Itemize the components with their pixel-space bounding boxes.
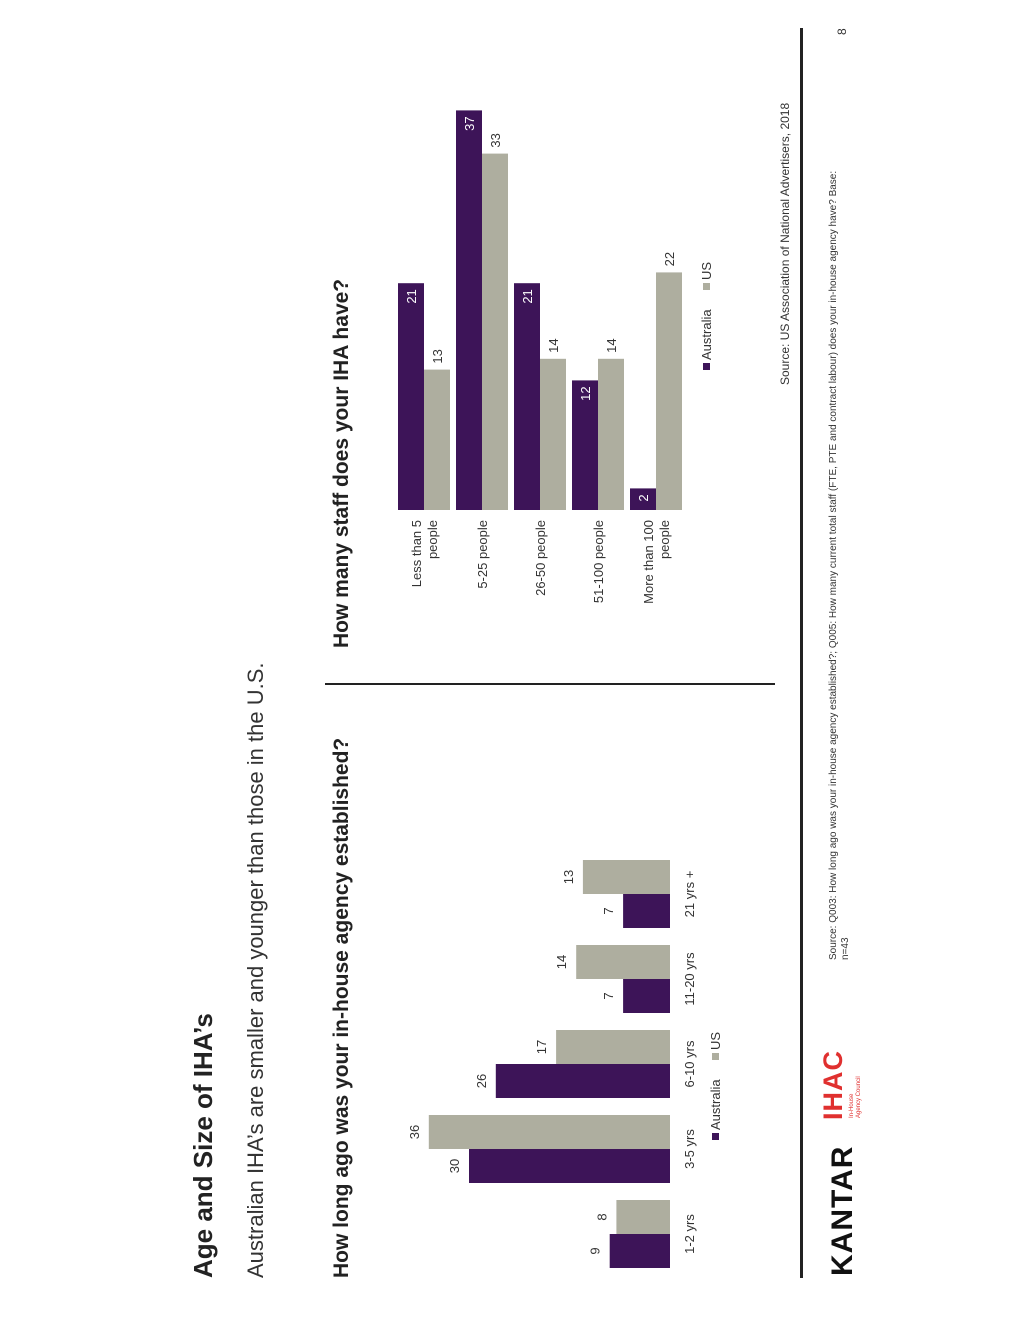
legend-swatch [703, 283, 710, 290]
page-title: Age and Size of IHA’s [188, 1013, 218, 1278]
category-label: 51-100 people [591, 520, 606, 604]
bar-value-label: 22 [662, 251, 677, 267]
bar-australia-1 [469, 1149, 670, 1183]
bar-value-label: 13 [560, 869, 576, 885]
category-label: 26-50 people [533, 520, 548, 596]
page-number: 8 [835, 28, 849, 35]
bar-value-label: 9 [587, 1247, 603, 1255]
bar-value-label: 7 [601, 907, 617, 915]
bar-us-4 [656, 272, 682, 510]
bar-us-0 [616, 1200, 670, 1234]
bar-value-label: 14 [546, 338, 561, 353]
ihac-logo [818, 1050, 863, 1120]
footer-source-note: Source: Q003: How long ago was your in-house agency established?; Q005: How many current total staff (FTE, PTE and contract labour) does your in-house agency have? Base: n=43 [828, 170, 851, 960]
legend-label: Australia [699, 309, 714, 360]
legend-label: US [699, 261, 714, 280]
legend-label: Australia [708, 1079, 723, 1130]
bar-value-label: 30 [447, 1158, 462, 1174]
bar-australia-3 [623, 979, 670, 1013]
category-label: 5-25 people [475, 520, 490, 589]
bar-value-label: 7 [601, 992, 617, 1000]
chart-1-title: How long ago was your in-house agency established? [330, 737, 353, 1278]
legend-swatch [712, 1133, 719, 1140]
category-label: More than 100 [641, 520, 656, 604]
bar-value-label: 36 [406, 1124, 422, 1140]
page-subtitle: Australian IHA’s are smaller and younger than those in the U.S. [243, 662, 268, 1278]
category-label: 11-20 yrs [682, 952, 697, 1006]
bar-us-1 [429, 1115, 670, 1149]
bar-us-2 [540, 359, 566, 510]
bar-value-label: 21 [404, 289, 419, 304]
bar-us-3 [576, 945, 670, 979]
category-label: people [657, 520, 672, 560]
kantar-logo: KANTAR [826, 1145, 859, 1276]
bar-australia-2 [514, 283, 540, 510]
bar-us-0 [424, 370, 450, 510]
legend-swatch [712, 1053, 719, 1060]
ihac-logo-sub-1: In-House [849, 1093, 855, 1118]
bar-value-label: 8 [594, 1213, 610, 1221]
bar-value-label: 26 [473, 1073, 489, 1089]
bar-value-label: 14 [604, 338, 619, 353]
chart-2-title: How many staff does your IHA have? [330, 278, 353, 648]
bar-value-label: 2 [636, 494, 651, 502]
legend-label: US [708, 1031, 723, 1050]
bar-value-label: 33 [488, 133, 503, 148]
chart-established [370, 690, 790, 1290]
bar-us-3 [598, 359, 624, 510]
bar-us-4 [583, 860, 670, 894]
category-label: people [425, 520, 440, 560]
bar-us-2 [556, 1030, 670, 1064]
bar-value-label: 13 [430, 349, 445, 364]
bar-us-1 [482, 154, 508, 510]
bar-value-label: 14 [554, 954, 570, 970]
ihac-logo-text: IHAC [818, 1050, 848, 1120]
bar-australia-0 [610, 1234, 670, 1268]
category-label: 21 yrs + [682, 870, 697, 918]
bar-value-label: 21 [520, 289, 535, 304]
legend-swatch [703, 363, 710, 370]
category-label: 3-5 yrs [682, 1129, 697, 1169]
category-label: 1-2 yrs [682, 1214, 697, 1254]
ihac-logo-sub-2: Agency Council [856, 1076, 862, 1118]
chart-staff [390, 20, 770, 660]
category-label: 6-10 yrs [682, 1040, 697, 1088]
bar-australia-2 [496, 1064, 670, 1098]
bar-australia-1 [456, 110, 482, 510]
category-label: Less than 5 [409, 520, 424, 588]
bar-value-label: 17 [534, 1039, 550, 1055]
bar-value-label: 12 [578, 386, 593, 401]
chart-divider [325, 683, 775, 685]
bar-australia-4 [623, 894, 670, 928]
bar-value-label: 37 [462, 116, 477, 131]
chart-source: Source: US Association of National Advertisers, 2018 [778, 102, 792, 385]
bar-australia-0 [398, 283, 424, 510]
footer-rule [800, 28, 803, 1278]
